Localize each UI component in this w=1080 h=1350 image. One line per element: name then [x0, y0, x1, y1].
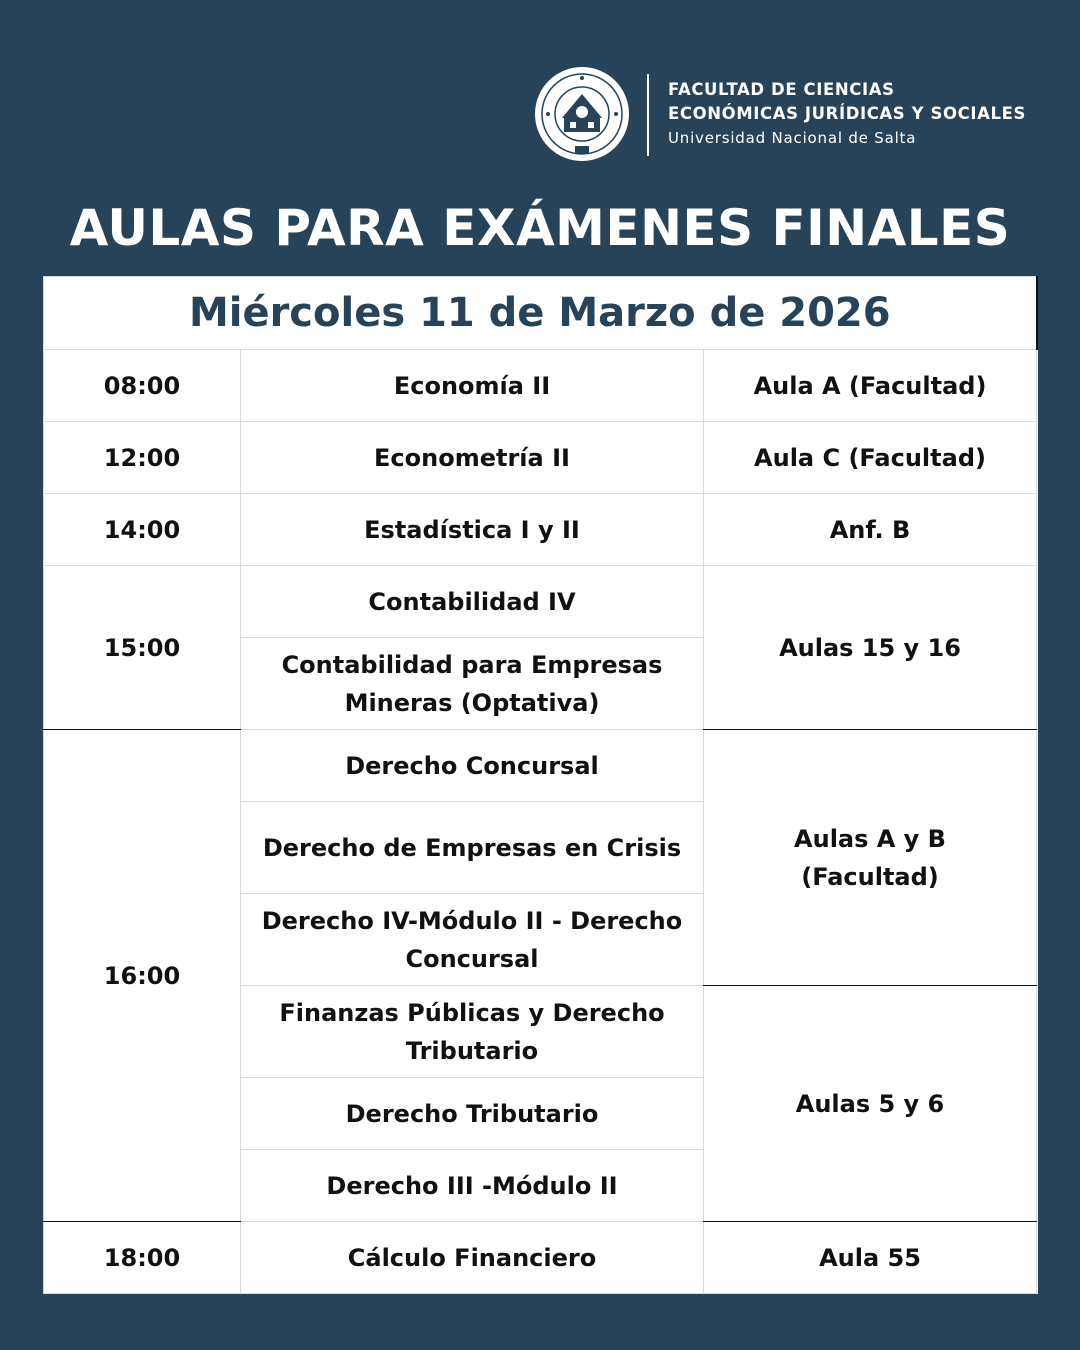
room-cell: Aulas 5 y 6	[704, 986, 1037, 1222]
room-cell: Aula 55	[704, 1222, 1037, 1294]
date-row	[44, 277, 1037, 350]
subject-cell: Derecho de Empresas en Crisis	[241, 802, 704, 894]
room-cell: Anf. B	[704, 494, 1037, 566]
university-name: Universidad Nacional de Salta	[668, 129, 917, 147]
faculty-seal-icon	[534, 66, 630, 162]
table-row	[44, 730, 1037, 802]
room-cell: Aula A (Facultad)	[704, 350, 1037, 422]
time-cell: 15:00	[44, 566, 241, 730]
subject-cell: Econometría II	[241, 422, 704, 494]
room-cell: Aulas A y B (Facultad)	[704, 730, 1037, 986]
subject-cell: Estadística I y II	[241, 494, 704, 566]
header-divider	[647, 74, 649, 156]
time-cell: 12:00	[44, 422, 241, 494]
time-cell: 14:00	[44, 494, 241, 566]
faculty-line-1: FACULTAD DE CIENCIAS	[668, 80, 895, 99]
faculty-header	[534, 66, 1054, 162]
subject-cell: Finanzas Públicas y Derecho Tributario	[241, 986, 704, 1078]
date-heading: Miércoles 11 de Marzo de 2026	[44, 277, 1037, 350]
time-cell: 18:00	[44, 1222, 241, 1294]
subject-cell: Derecho IV-Módulo II - Derecho Concursal	[241, 894, 704, 986]
page-title: AULAS PARA EXÁMENES FINALES	[69, 199, 1011, 257]
faculty-line-2: ECONÓMICAS JURÍDICAS Y SOCIALES	[668, 104, 1026, 123]
table-row	[44, 494, 1037, 566]
subject-cell: Derecho Concursal	[241, 730, 704, 802]
subject-cell: Contabilidad IV	[241, 566, 704, 638]
subject-cell: Derecho III -Módulo II	[241, 1150, 704, 1222]
subject-cell: Derecho Tributario	[241, 1078, 704, 1150]
table-row	[44, 350, 1037, 422]
room-cell: Aulas 15 y 16	[704, 566, 1037, 730]
subject-cell: Cálculo Financiero	[241, 1222, 704, 1294]
time-cell: 16:00	[44, 730, 241, 1222]
subject-cell: Economía II	[241, 350, 704, 422]
table-row	[44, 1222, 1037, 1294]
faculty-name	[668, 78, 1058, 150]
exam-schedule-table	[43, 276, 1038, 1294]
time-cell: 08:00	[44, 350, 241, 422]
table-row	[44, 422, 1037, 494]
table-row	[44, 566, 1037, 638]
subject-cell: Contabilidad para Empresas Mineras (Optativa)	[241, 638, 704, 730]
room-cell: Aula C (Facultad)	[704, 422, 1037, 494]
